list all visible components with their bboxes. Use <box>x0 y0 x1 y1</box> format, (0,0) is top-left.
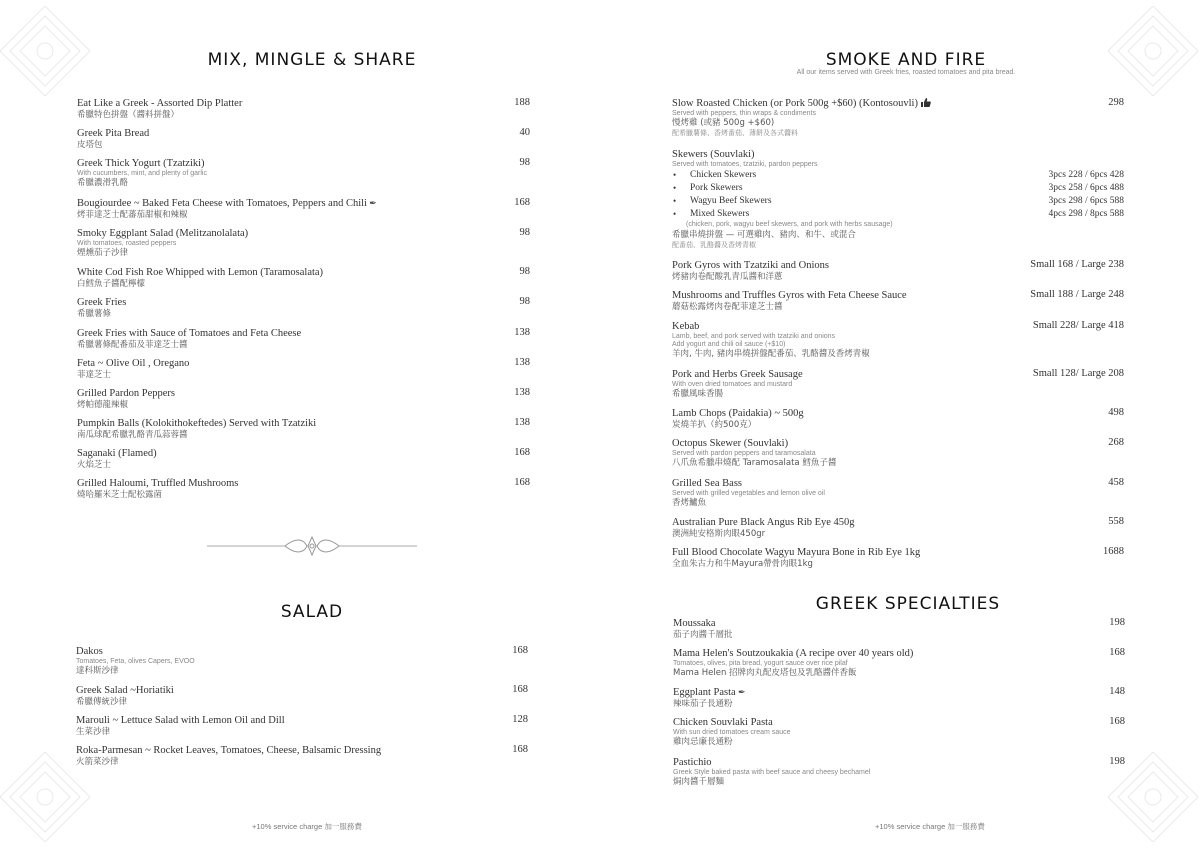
item-price: 458 <box>1108 477 1124 488</box>
skewer-option-name: Pork Skewers <box>690 183 743 193</box>
menu-item <box>672 259 829 283</box>
item-description: With oven dried tomatoes and mustard <box>672 381 793 388</box>
item-chinese-name: 南瓜球配希臘乳酪青瓜蒜蓉醬 <box>77 430 188 440</box>
menu-item <box>77 266 323 290</box>
menu-item <box>672 516 855 540</box>
menu-page-right <box>600 0 1200 848</box>
item-price: 98 <box>519 227 530 238</box>
item-chinese-name: 菲達芝士 <box>77 370 112 380</box>
skewers-chinese <box>672 230 856 250</box>
skewer-option-price: 3pcs 228 / 6pcs 428 <box>1048 170 1124 180</box>
item-price: Small 128/ Large 208 <box>1032 368 1124 379</box>
chili-pen-icon: ✒ <box>735 687 746 697</box>
item-name: Chicken Souvlaki Pasta <box>673 717 773 728</box>
item-price: 138 <box>514 327 530 338</box>
item-description: Served with grilled vegetables and lemon olive oil <box>672 490 825 497</box>
mixed-skewers-description: (chicken, pork, wagyu beef skewers, and pork with herbs sausage) <box>686 221 893 228</box>
menu-item <box>77 197 377 221</box>
item-chinese-name: 澳洲純安格斯肉眼450gr <box>672 529 766 539</box>
menu-item <box>672 97 931 138</box>
section-heading-specialties: GREEK SPECIALTIES <box>815 594 1001 614</box>
item-price: 98 <box>519 296 530 307</box>
item-price: 138 <box>514 387 530 398</box>
item-description: Lamb, beef, and pork served with tzatziki and onions <box>672 333 836 340</box>
item-chinese-name: 茄子肉醬千層批 <box>673 630 733 640</box>
item-chinese-name: 火焰芝士 <box>77 460 112 470</box>
item-chinese-name: 蘑菇松露烤肉卷配菲達芝士醬 <box>672 302 783 312</box>
item-description-extra: Add yogurt and chili oil sauce (+$10) <box>672 341 786 348</box>
item-description: With cucumbers, mint, and plenty of garlic <box>77 170 207 177</box>
item-name: Lamb Chops (Paidakia) ~ 500g <box>672 408 804 419</box>
item-price: 168 <box>514 197 530 208</box>
item-name: Australian Pure Black Angus Rib Eye 450g <box>672 517 855 528</box>
item-price: 268 <box>1108 437 1124 448</box>
item-name: Kebab <box>672 321 700 332</box>
item-name: Pastichio <box>673 757 712 768</box>
item-price: 558 <box>1108 516 1124 527</box>
menu-item <box>673 686 746 710</box>
thumbs-up-icon <box>921 98 931 107</box>
item-price: 168 <box>512 684 528 695</box>
item-chinese-name: 烤豬肉卷配酸乳青瓜醬和洋蔥 <box>672 272 783 282</box>
menu-item <box>76 714 285 738</box>
ornament-corner-icon <box>0 6 90 96</box>
menu-item <box>673 716 791 748</box>
section-heading-salad: SALAD <box>280 602 344 622</box>
item-name: Greek Fries with Sauce of Tomatoes and Feta Cheese <box>77 328 302 339</box>
menu-item <box>672 437 836 469</box>
item-name: Grilled Pardon Peppers <box>77 388 175 399</box>
menu-item <box>77 97 242 121</box>
menu-item <box>77 357 189 381</box>
item-name: Greek Pita Bread <box>77 128 150 139</box>
menu-item <box>672 289 907 313</box>
item-price: 168 <box>1109 716 1125 727</box>
item-name: Grilled Sea Bass <box>672 478 742 489</box>
item-name: Roka-Parmesan ~ Rocket Leaves, Tomatoes, Cheese, Balsamic Dressing <box>76 745 382 756</box>
item-name: White Cod Fish Roe Whipped with Lemon (Taramosalata) <box>77 267 324 278</box>
menu-item <box>77 127 149 151</box>
item-name: Pork Gyros with Tzatziki and Onions <box>672 260 829 271</box>
item-chinese-name: 全血朱古力和牛Mayura帶骨肉眼1kg <box>672 559 813 569</box>
bullet-icon: • <box>673 170 677 180</box>
item-name: Greek Salad ~Horiatiki <box>76 685 174 696</box>
item-name: Eat Like a Greek - Assorted Dip Platter <box>77 98 243 109</box>
skewer-option-name: Wagyu Beef Skewers <box>690 196 772 206</box>
item-chinese-name: 希臘傳統沙律 <box>76 697 128 707</box>
item-chinese-name: 火箭菜沙律 <box>76 757 119 767</box>
menu-item <box>672 546 920 570</box>
menu-item <box>672 320 870 360</box>
item-chinese-name: 雞肉忌廉長通粉 <box>673 737 733 747</box>
bullet-icon: • <box>673 209 677 219</box>
item-description: Served with peppers, thin wraps & condiments <box>672 110 816 117</box>
item-chinese-name: 八爪魚希臘串燒配 Taramosalata 鱈魚子醬 <box>672 458 837 468</box>
menu-item <box>77 227 248 259</box>
item-price: 128 <box>512 714 528 725</box>
item-name: Skewers (Souvlaki) <box>672 149 755 160</box>
item-chinese-name: 希臘薯條配番茄及菲達芝士醬 <box>77 340 188 350</box>
item-price: 138 <box>514 357 530 368</box>
item-price: 148 <box>1109 686 1125 697</box>
item-price: 298 <box>1108 97 1124 108</box>
item-chinese-description: 配希臘薯條、香烤番茄、薄餅及各式醬料 <box>672 129 798 137</box>
menu-item <box>77 447 157 471</box>
item-price: 498 <box>1108 407 1124 418</box>
ornament-corner-icon <box>1108 6 1198 96</box>
item-price: 168 <box>1109 647 1125 658</box>
item-name: Greek Fries <box>77 297 127 308</box>
item-description: Tomatoes, Feta, olives Capers, EVOO <box>76 658 195 665</box>
item-chinese-name: 烤帕德龍辣椒 <box>77 400 129 410</box>
item-chinese-name: 炭燒羊扒（約500克） <box>672 420 757 430</box>
item-chinese-name: 羊肉, 牛肉, 豬肉串燒拼盤配番茄、乳酪醬及香烤青椒 <box>672 349 870 359</box>
skewer-option-price: 3pcs 258 / 6pcs 488 <box>1048 183 1124 193</box>
skewer-option-name: Mixed Skewers <box>690 209 750 219</box>
item-chinese-name: 希臘薯條 <box>77 309 112 319</box>
menu-item <box>77 296 126 320</box>
chili-pen-icon: ✒ <box>366 198 377 208</box>
item-chinese-name: Mama Helen 招牌肉丸配皮塔包及乳酪醬伴香飯 <box>673 668 857 678</box>
item-description: Served with tomatoes, tzatziki, pardon peppers <box>672 161 818 168</box>
skewer-option-price: 3pcs 298 / 6pcs 588 <box>1048 196 1124 206</box>
menu-item <box>672 368 803 400</box>
item-price: 168 <box>514 447 530 458</box>
skewer-option-price: 4pcs 298 / 8pcs 588 <box>1048 209 1124 219</box>
item-chinese-name: 香烤鱸魚 <box>672 498 707 508</box>
service-charge-note: +10% service charge 加一服務費 <box>875 822 985 831</box>
item-chinese-name: 達科斯沙律 <box>76 666 119 676</box>
item-name: Saganaki (Flamed) <box>77 448 157 459</box>
item-name: Feta ~ Olive Oil , Oregano <box>77 358 190 369</box>
item-price: 98 <box>519 266 530 277</box>
menu-item <box>76 684 174 708</box>
item-chinese-name: 希臘風味香腸 <box>672 389 724 399</box>
item-chinese-name: 希臘特色拼盤（醬料拼盤） <box>77 110 180 120</box>
item-price: 198 <box>1109 756 1125 767</box>
item-chinese-name: 烤菲達芝士配蕃茄甜椒和辣椒 <box>77 210 188 220</box>
bullet-icon: • <box>673 196 677 206</box>
smoke-subheading: All our items served with Greek fries, roasted tomatoes and pita bread. <box>796 69 1016 76</box>
item-price: Small 168 / Large 238 <box>1030 259 1124 270</box>
item-name: Dakos <box>76 646 103 657</box>
menu-item <box>76 744 381 768</box>
menu-item <box>673 647 913 679</box>
item-chinese-name: 燒哈羅米芝士配松露菌 <box>77 490 163 500</box>
menu-item <box>77 327 301 351</box>
item-name: Mushrooms and Truffles Gyros with Feta Cheese Sauce <box>672 290 907 301</box>
item-name: Moussaka <box>673 618 716 629</box>
menu-item <box>77 417 316 441</box>
menu-item <box>76 645 195 677</box>
menu-item <box>77 477 238 501</box>
item-chinese-name: 焗肉醬千層麵 <box>673 777 725 787</box>
item-price: 98 <box>519 157 530 168</box>
item-chinese-name: 皮塔包 <box>77 140 103 150</box>
item-name: Bougiourdee ~ Baked Feta Cheese with Tomatoes, Peppers and Chili <box>77 198 367 209</box>
service-charge-note: +10% service charge 加一服務費 <box>252 822 362 831</box>
item-price: 168 <box>512 645 528 656</box>
item-name: Marouli ~ Lettuce Salad with Lemon Oil and Dill <box>76 715 285 726</box>
item-description: With sun dried tomatoes cream sauce <box>673 729 791 736</box>
item-name: Grilled Haloumi, Truffled Mushrooms <box>77 478 239 489</box>
menu-item <box>673 617 733 641</box>
item-price: 198 <box>1109 617 1125 628</box>
item-chinese-name: 慢烤雞 (或豬 500g +$60) <box>672 118 775 128</box>
item-chinese-name: 辣味茄子長通粉 <box>673 699 733 709</box>
item-price: 1688 <box>1103 546 1124 557</box>
menu-item <box>672 477 825 509</box>
section-heading-mix: MIX, MINGLE & SHARE <box>207 50 417 70</box>
skewer-option-name: Chicken Skewers <box>690 170 757 180</box>
item-description: With tomatoes, roasted peppers <box>77 240 177 247</box>
bullet-icon: • <box>673 183 677 193</box>
item-chinese-description: 配番茄、乳酪醬及香烤青椒 <box>672 241 756 249</box>
item-chinese-name: 白鱈魚子醬配檸檬 <box>77 279 146 289</box>
item-chinese-name: 希臘串燒拼盤 — 可選雞肉、豬肉、和牛、或混合 <box>672 230 856 240</box>
item-name: Octopus Skewer (Souvlaki) <box>672 438 789 449</box>
item-name: Slow Roasted Chicken (or Pork 500g +$60) (Kontosouvli) <box>672 98 918 109</box>
item-price: 188 <box>514 97 530 108</box>
item-description: Greek Style baked pasta with beef sauce and cheesy bechamel <box>673 769 871 776</box>
menu-item <box>77 157 207 189</box>
item-name: Eggplant Pasta <box>673 687 736 698</box>
item-name: Full Blood Chocolate Wagyu Mayura Bone in Rib Eye 1kg <box>672 547 921 558</box>
menu-item <box>77 387 175 411</box>
menu-item-skewers <box>672 148 818 169</box>
item-chinese-name: 希臘濃滑乳酪 <box>77 178 129 188</box>
menu-item <box>672 407 804 431</box>
item-price: 40 <box>519 127 530 138</box>
item-description: Tomatoes, olives, pita bread, yogurt sauce over rice pilaf <box>673 660 848 667</box>
item-price: Small 228/ Large 418 <box>1032 320 1124 331</box>
section-heading-smoke: SMOKE AND FIRE <box>825 50 987 70</box>
item-chinese-name: 煙燻茄子沙律 <box>77 248 129 258</box>
item-name: Smoky Eggplant Salad (Melitzanolalata) <box>77 228 249 239</box>
item-name: Pork and Herbs Greek Sausage <box>672 369 803 380</box>
menu-item <box>673 756 870 788</box>
item-price: 168 <box>512 744 528 755</box>
item-name: Pumpkin Balls (Kolokithokeftedes) Served with Tzatziki <box>77 418 317 429</box>
item-price: Small 188 / Large 248 <box>1030 289 1124 300</box>
item-description: Served with pardon peppers and taramosalata <box>672 450 816 457</box>
item-price: 138 <box>514 417 530 428</box>
item-name: Mama Helen's Soutzoukakia (A recipe over 40 years old) <box>673 648 914 659</box>
item-price: 168 <box>514 477 530 488</box>
item-chinese-name: 生菜沙律 <box>76 727 111 737</box>
ornamental-divider <box>207 534 417 558</box>
item-name: Greek Thick Yogurt (Tzatziki) <box>77 158 205 169</box>
